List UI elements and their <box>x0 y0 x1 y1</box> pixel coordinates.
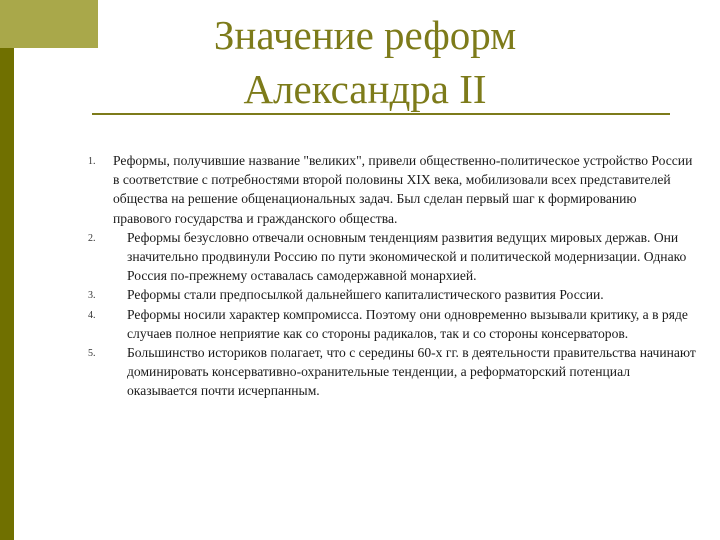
slide-title-line-1: Значение реформ <box>213 12 517 58</box>
reform-significance-list <box>88 151 698 401</box>
list-item-number: 2. <box>88 232 96 244</box>
list-item-number: 3. <box>88 290 96 302</box>
list-item-2 <box>88 228 698 286</box>
list-item-text: Реформы безусловно отвечали основным тенденциям развития ведущих мировых держав. Они значительно продвинули Россию по пути экономической и политической модернизации. Однако Россия по-прежнему оставалась самодержавной монархией. <box>127 229 687 284</box>
top-accent-block <box>0 0 98 48</box>
list-item-4 <box>88 305 698 343</box>
slide-title <box>150 8 580 116</box>
list-item-1 <box>88 151 698 228</box>
list-item-number: 4. <box>88 309 96 321</box>
slide-title-line-2: Александра II <box>243 66 487 112</box>
list-item-5 <box>88 343 698 401</box>
list-item-number: 1. <box>88 156 96 167</box>
list-item-text: Реформы, получившие название "великих", привели общественно-политическое устройство России в соответствие с потребностями второй половины XIX века, мобилизовали всех представителей общества на решение общенациональных задач. Был сделан первый шаг к формированию правового государства и гражданского общества. <box>113 153 693 226</box>
list-item-text: Реформы носили характер компромисса. Поэтому они одновременно вызывали критику, а в ряде случаев полное неприятие как со стороны радикалов, так и со стороны консерваторов. <box>127 306 688 341</box>
list-item-3 <box>88 285 698 304</box>
title-divider <box>92 113 670 115</box>
list-item-number: 5. <box>88 348 96 360</box>
list-item-text: Большинство историков полагает, что с середины 60-х гг. в деятельности правительства начинают доминировать консервативно-охранительные тенденции, а реформаторский потенциал оказывается почти исчерпанным. <box>127 345 696 399</box>
left-accent-bar <box>0 0 14 540</box>
list-item-text: Реформы стали предпосылкой дальнейшего капиталистического развития России. <box>127 287 604 303</box>
